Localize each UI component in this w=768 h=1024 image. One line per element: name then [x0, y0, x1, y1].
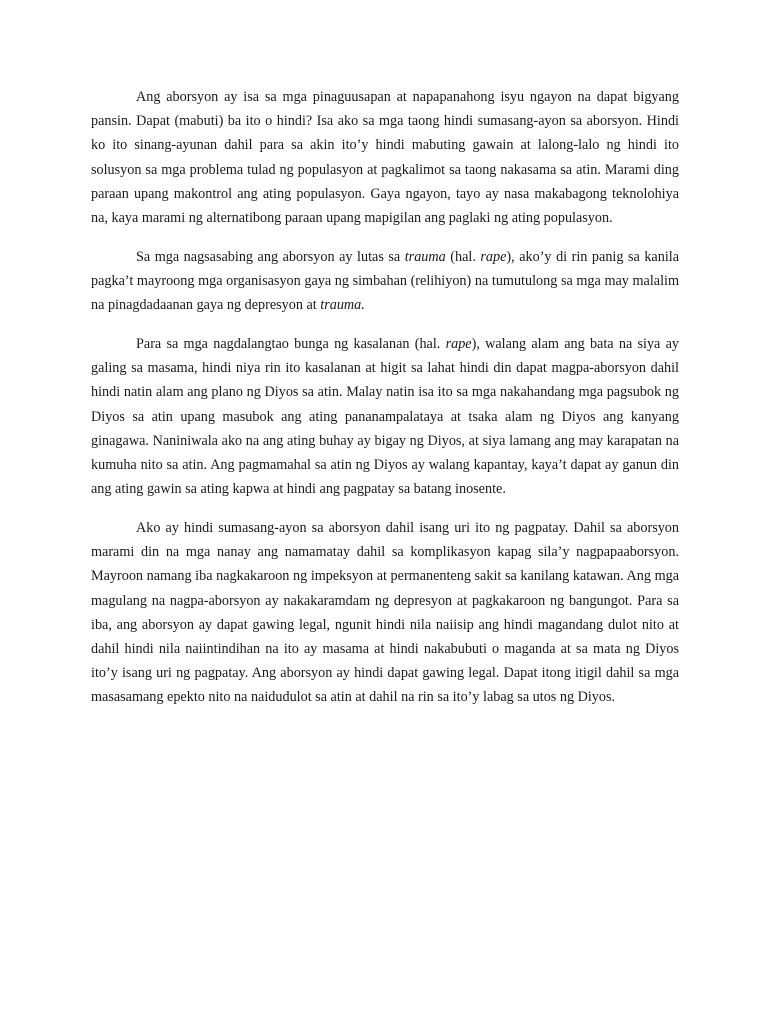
paragraph-2-text: (hal. [445, 248, 481, 265]
paragraph-3-italic-rape: rape [445, 336, 472, 353]
paragraph-2-italic-trauma: trauma [404, 248, 446, 265]
paragraph-2-text: ), ako’y di rin panig sa kanila pagka’t mayroong mga organisasyon gaya ng simbahan (relihiyon) na tumutulong sa mga may malalim na pinagdadaanan gaya ng depresyon at [91, 248, 679, 314]
paragraph-2-text: Sa mga nagsasabing ang aborsyon ay lutas sa [136, 248, 405, 265]
paragraph-1-text: Ang aborsyon ay isa sa mga pinaguusapan at napapanahong isyu ngayon na dapat bigyang pansin. Dapat (mabuti) ba ito o hindi? Isa ako sa mga taong hindi sumasang-ayon sa aborsyon. Hindi ko ito sinang-ayunan dahil para sa akin ito’y hindi mabuting gawain at lalong-lalo ng hindi ito solusyon sa mga problema tulad ng populasyon at pagkalimot sa taong nakasama sa atin. Marami ding paraan upang makontrol ang ating populasyon. Gaya ngayon, tayo ay nasa makabagong teknolohiya na, kaya marami ng alternatibong paraan upang mapigilan ang paglaki ng ating populasyon. [91, 89, 679, 227]
document-page [91, 85, 679, 710]
paragraph-2-italic-rape: rape [480, 248, 507, 265]
paragraph-2-italic-trauma-end: trauma. [320, 297, 365, 314]
paragraph-4 [91, 516, 679, 710]
paragraph-3 [91, 332, 679, 501]
paragraph-3-text: Para sa mga nagdalangtao bunga ng kasalanan (hal. [136, 336, 446, 353]
paragraph-3-text: ), walang alam ang bata na siya ay galing sa masama, hindi niya rin ito kasalanan at higit sa lahat hindi din dapat magpa-aborsyon dahil hindi natin alam ang plano ng Diyos sa atin. Malay natin isa ito sa mga nakahandang mga pagsubok ng Diyos sa atin upang masubok ang ating pananampalataya at tsaka alam ng Diyos ang kanyang ginagawa. Naniniwala ako na ang ating buhay ay bigay ng Diyos, at siya lamang ang may karapatan na kumuha nito sa atin. Ang pagmamahal sa atin ng Diyos ay walang kapantay, kaya’t dapat ay ganun din ang ating gawin sa ating kapwa at hindi ang pagpatay sa batang inosente. [91, 336, 680, 498]
paragraph-1 [91, 85, 679, 230]
paragraph-4-text: Ako ay hindi sumasang-ayon sa aborsyon dahil isang uri ito ng pagpatay. Dahil sa aborsyon marami din na mga nanay ang namamatay dahil sa komplikasyon kapag sila’y nagpapaaborsyon. Mayroon namang iba nagkakaroon ng impeksyon at permanenteng sakit sa kanilang katawan. Ang mga magulang na nagpa-aborsyon ay nakakaramdam ng depresyon at pagkakaroon ng bangungot. Para sa iba, ang aborsyon ay dapat gawing legal, ngunit hindi nila naiisip ang hindi magandang dulot nito at dahil hindi nila naiintindihan na ito ay masama at hindi nakabubuti o maganda at sa mata ng Diyos ito’y isang uri ng pagpatay. Ang aborsyon ay hindi dapat gawing legal. Dapat itong itigil dahil sa mga masasamang epekto nito na naidudulot sa atin at dahil na rin sa ito’y labag sa utos ng Diyos. [91, 520, 679, 706]
paragraph-2 [91, 245, 679, 318]
